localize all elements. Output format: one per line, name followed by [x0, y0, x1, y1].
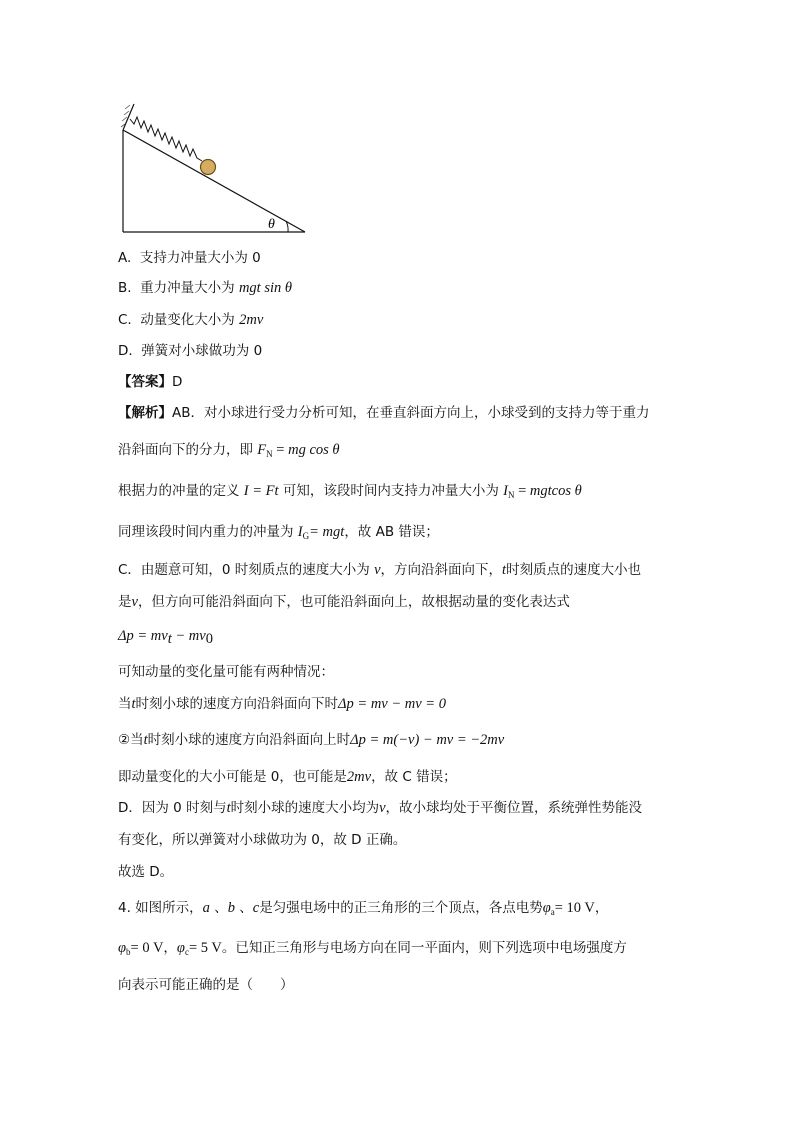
analysis-line-8: [118, 662, 334, 682]
spring-wall: [123, 104, 134, 130]
option-c: [118, 310, 263, 330]
analysis-text-6b: ，但方向可能沿斜面向下，也可能沿斜面向上，故根据动量的变化表达式: [137, 594, 570, 610]
analysis-line-7: $\Delta p = mv_t - mv_0$: [118, 628, 213, 647]
analysis-text-5b: ，方向沿斜面向下，: [380, 562, 503, 578]
analysis-line-2: 沿斜面向下的分力，即 $F_N$ = mg cos θ: [118, 442, 340, 459]
answer-tag: 【答案】: [118, 374, 172, 390]
analysis-text-3b: 可知，该段时间内支持力冲量大小为: [282, 483, 499, 499]
answer-value: D: [172, 374, 183, 390]
ball: [201, 160, 216, 175]
support-force-math: mg cos θ: [288, 442, 340, 458]
analysis-text-4b: ，故 AB 错误；: [344, 524, 439, 540]
potential-b: = 0 V: [130, 940, 164, 956]
question4-line-3: 向表示可能正确的是（ ）: [118, 977, 294, 993]
analysis-text-5c: 时刻质点的速度大小也: [506, 562, 642, 578]
option-d-label: D.: [118, 343, 133, 359]
option-b-text: 重力冲量大小为: [140, 280, 235, 296]
support-force-symbol: $F_N$: [257, 442, 273, 459]
option-c-label: C.: [118, 312, 132, 328]
momentum-change-math: Δp = mv: [118, 628, 168, 644]
analysis-text-5a: C．由题意可知，0 时刻质点的速度大小为: [118, 562, 370, 578]
analysis-text-6a: 是: [118, 594, 132, 610]
gravity-impulse-math: = mgt: [309, 524, 345, 540]
option-d: [118, 341, 262, 361]
analysis-text-4a: 同理该段时间内重力的冲量为: [118, 524, 294, 540]
analysis-line-3: 根据力的冲量的定义 I = Ft 可知，该段时间内支持力冲量大小为 $I_N = mgtcos$ θ: [118, 483, 582, 500]
answer-line: [118, 372, 182, 392]
analysis-text-1: AB．对小球进行受力分析可知，在垂直斜面方向上，小球受到的支持力等于重力: [172, 405, 650, 421]
incline-spring-figure: [110, 95, 320, 240]
analysis-text-2: 沿斜面向下的分力，即: [118, 442, 253, 458]
gravity-impulse-symbol: $I_G$: [297, 524, 310, 541]
angle-label: θ: [268, 217, 275, 232]
analysis-line-1: [118, 403, 650, 423]
analysis-line-6: 是v，但方向可能沿斜面向下，也可能沿斜面向上，故根据动量的变化表达式: [118, 594, 570, 610]
impulse-definition-math: I = Ft: [243, 483, 279, 499]
potential-c: = 5 V: [188, 940, 222, 956]
option-a: [118, 248, 261, 268]
analysis-line-13: 有变化，所以弹簧对小球做功为 0，故 D 正确。: [118, 832, 407, 848]
incline-slope: [123, 130, 305, 232]
analysis-text-10b: 时刻小球的速度方向沿斜面向上时: [147, 732, 351, 748]
analysis-line-4: [118, 522, 439, 546]
option-d-text: 弹簧对小球做功为 0: [141, 343, 263, 359]
analysis-text-8: 可知动量的变化量可能有两种情况：: [118, 664, 334, 680]
change-2mv-math: 2mv: [346, 769, 372, 785]
option-c-math: 2mv: [239, 312, 264, 328]
analysis-text-9b: 时刻小球的速度方向沿斜面向下时: [135, 696, 339, 712]
analysis-line-11: 即动量变化的大小可能是 0，也可能是2mv，故 C 错误；: [118, 769, 457, 785]
question4-line-2: $\varphi_b= 0$ V，$\varphi_c= 5$ V。已知正三角形与电场方向在同一平面内，则下列选项中电场强度方: [118, 940, 627, 957]
question4-line-1: 4. 如图所示，a 、b 、c是匀强电场中的正三角形的三个顶点，各点电势$\varphi_a= 10$ V，: [118, 900, 609, 917]
option-b: [118, 278, 292, 298]
analysis-line-14: [118, 862, 173, 882]
option-b-label: B.: [118, 280, 132, 296]
analysis-line-10: ②当t时刻小球的速度方向沿斜面向上时Δp = m(−v) − mv = −2mv: [118, 732, 505, 748]
analysis-text-3a: 根据力的冲量的定义: [118, 483, 240, 499]
final-choice: 故选 D。: [118, 864, 174, 880]
normal-impulse-math: mgtcos θ: [529, 483, 582, 499]
option-a-text: 支持力冲量大小为 0: [139, 250, 261, 266]
option-c-text: 动量变化大小为: [140, 312, 235, 328]
option-a-label: A.: [118, 250, 132, 266]
normal-impulse-symbol: $I_N$: [503, 483, 515, 500]
case2-math: Δp = m(−v) − mv = −2mv: [350, 732, 505, 748]
analysis-line-9: 当t时刻小球的速度方向沿斜面向下时Δp = mv − mv = 0: [118, 696, 446, 712]
case1-math: Δp = mv − mv = 0: [338, 696, 446, 712]
potential-a: = 10 V: [554, 900, 595, 916]
analysis-line-12: D．因为 0 时刻与t时刻小球的速度大小均为v，故小球均处于平衡位置，系统弹性势能没: [118, 800, 643, 816]
analysis-line-5: C．由题意可知，0 时刻质点的速度大小为 v，方向沿斜面向下，t时刻质点的速度大小也: [118, 562, 642, 578]
analysis-tag: 【解析】: [118, 405, 172, 421]
option-b-math: mgt sin θ: [238, 280, 292, 296]
